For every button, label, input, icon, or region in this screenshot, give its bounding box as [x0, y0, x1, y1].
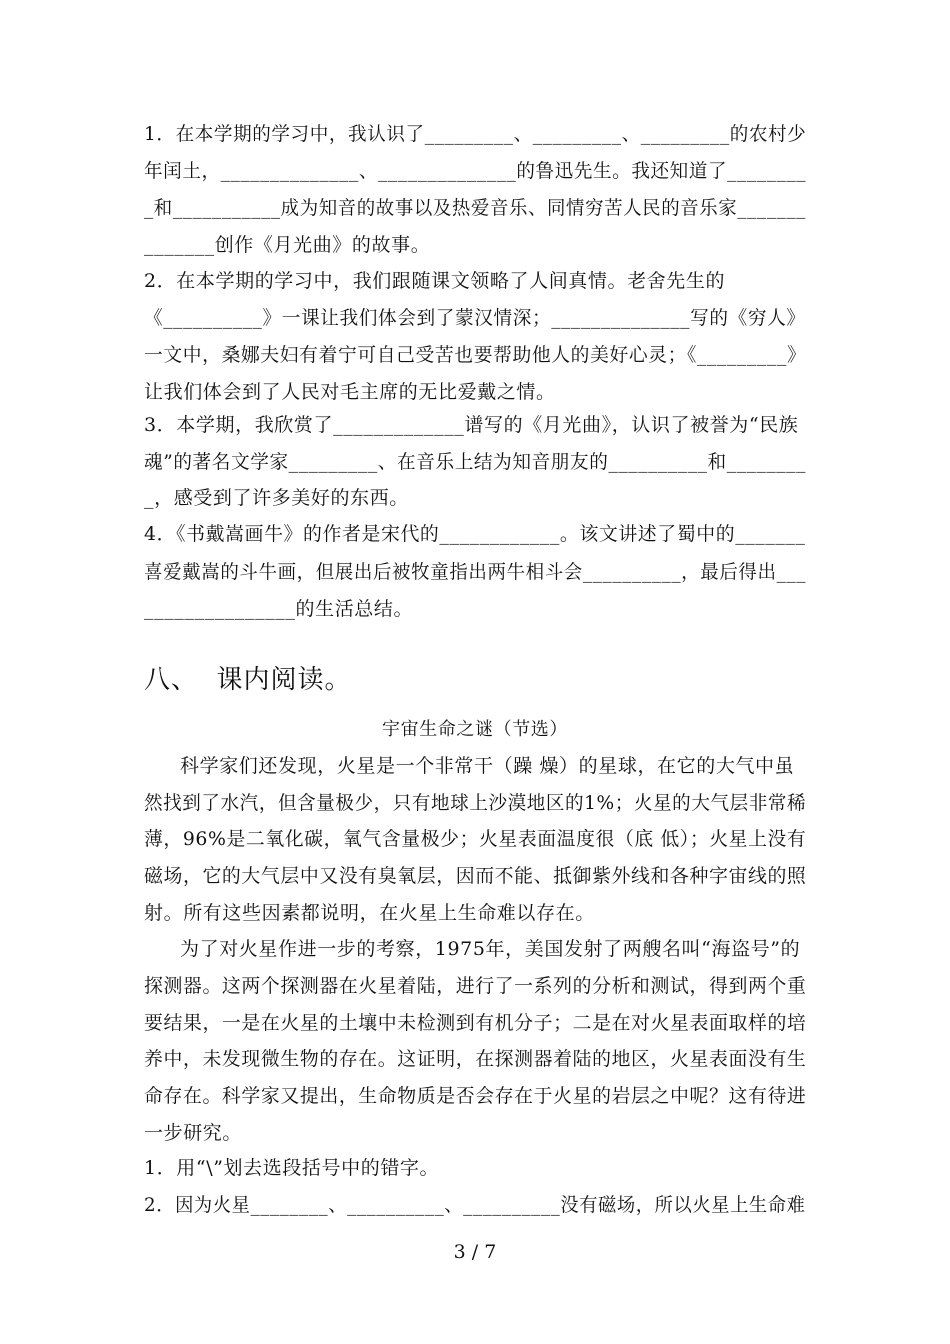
- text-line: 让我们体会到了人民对毛主席的无比爱戴之情。: [144, 381, 556, 403]
- passage-line: 射。所有这些因素都说明，在火星上生命难以存在。: [144, 902, 595, 924]
- text-line: 年闰土，______________、______________的鲁迅先生。我还知道了________: [144, 160, 807, 182]
- text-line: 3．本学期，我欣赏了_____________谱写的《月光曲》，认识了被誉为“民族: [144, 414, 799, 436]
- text-line: 一文中，桑娜夫妇有着宁可自己受苦也要帮助他人的美好心灵；《_________》: [144, 344, 807, 366]
- text-line: 《__________》一课让我们体会到了蒙汉情深；______________写的《穷人》: [144, 307, 806, 329]
- passage-line: 磁场，它的大气层中又没有臭氧层，因而不能、抵御紫外线和各种字宙线的照: [144, 865, 807, 887]
- text-line: _，感受到了许多美好的东西。: [144, 487, 409, 509]
- text-line: 2．在本学期的学习中，我们跟随课文领略了人间真情。老舍先生的: [144, 270, 726, 292]
- passage-line: 然找到了水汽，但含量极少，只有地球上沙漠地区的1%；火星的大气层非常稀: [144, 792, 807, 814]
- passage-line: 一步研究。: [144, 1122, 243, 1144]
- text-line: 4．《书戴嵩画牛》的作者是宋代的____________。该文讲述了蜀中的_______: [144, 523, 806, 545]
- passage-line: 为了对火星作进一步的考察，1975年，美国发射了两艘名叫“海盗号”的: [180, 938, 801, 960]
- text-line: _______________的生活总结。: [144, 598, 414, 620]
- passage-line: 要结果，一是在火星的土壤中未检测到有机分子；二是在对火星表面取样的培: [144, 1012, 807, 1034]
- passage-line: 养中，未发现微生物的存在。这证明，在探测器着陆的地区，火星表面没有生: [144, 1048, 807, 1070]
- text-line: 1．在本学期的学习中，我认识了_________、_________、_________的农村少: [144, 123, 807, 145]
- passage-line: 科学家们还发现，火星是一个非常干（躁 燥）的星球，在它的大气中虽: [180, 755, 795, 777]
- text-line: _______创作《月光曲》的故事。: [144, 234, 431, 256]
- text-line: _和___________成为知音的故事以及热爱音乐、同情穷苦人民的音乐家_______: [144, 197, 806, 219]
- question-line: 2．因为火星________、__________、__________没有磁场，所以火星上生命难: [144, 1194, 806, 1216]
- question-line: 1．用“\”划去选段括号中的错字。: [144, 1157, 440, 1179]
- passage-line: 命存在。科学家又提出，生命物质是否会存在于火星的岩层之中呢？这有待进: [144, 1085, 807, 1107]
- text-line: 喜爱戴嵩的斗牛画，但展出后被牧童指出两牛相斗会__________，最后得出___: [144, 561, 807, 583]
- passage-line: 薄，96%是二氧化碳，氧气含量极少；火星表面温度很（底 低）；火星上没有: [144, 828, 807, 850]
- section-heading: 八、 课内阅读。: [144, 665, 352, 695]
- passage-title: 宇宙生命之谜（节选）: [382, 719, 568, 740]
- passage-line: 探测器。这两个探测器在火星着陆，进行了一系列的分析和测试，得到两个重: [144, 975, 807, 997]
- text-line: 魂”的著名文学家_________、在音乐上结为知音朋友的__________和________: [144, 451, 806, 473]
- page-number: 3 / 7: [453, 1241, 497, 1263]
